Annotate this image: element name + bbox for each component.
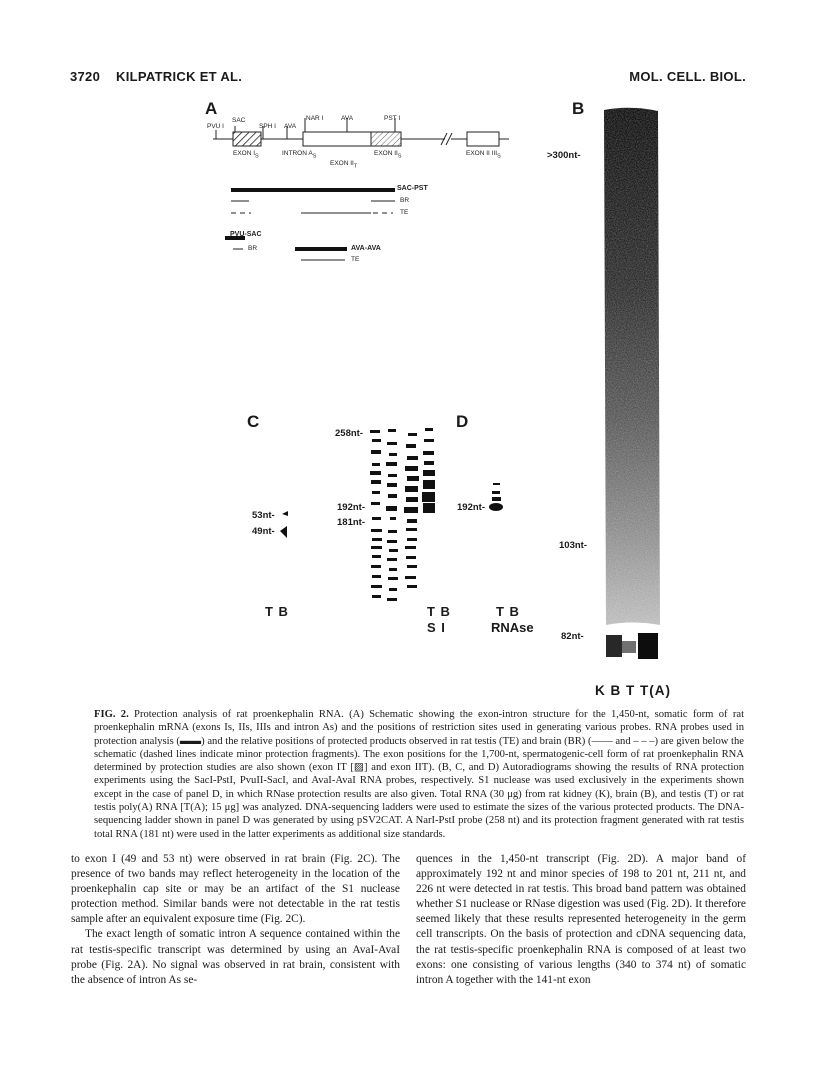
panel-d-bands — [486, 480, 508, 516]
left-paragraph-2: The exact length of somatic intron A sequence contained within the rat testis-specific transcript was determined by using an AvaI-AvaI probe (Fig. 2A). No signal was observed in rat brain, consistent with the absence of intron As se- — [71, 928, 400, 986]
right-paragraph-1: quences in the 1,450-nt transcript (Fig. 2D). A major band of approximately 192 nt and minor species of 198 to 201 nt, 211 nt, and 226 nt were detected in rat testis. This broad band pattern was obtained whether S1 nuclease or RNase digestion was used (Fig. 2D). It therefore seemed likely that these results represented heterogeneity in the germ cell transcripts. On the basis of protection and cDNA sequencing data, the rat testis-specific proenkephalin RNA is composed of at least two exons: one consisting of various lengths (340 to 374 nt) of somatic intron A together with the 141-nt exon — [416, 853, 746, 986]
panel-b-marker-300: >300nt- — [547, 150, 581, 161]
left-paragraph-1: to exon I (49 and 53 nt) were observed in rat brain (Fig. 2C). The presence of two bands may reflect heterogeneity in the location of the proenkephalin cap site or may be an artifact of the S1 nuclease protection method. Similar bands were not detectable in the rat testis sample after an equivalent exposure time (Fig. 2C). — [71, 853, 400, 926]
site-ava-1: AVA — [284, 123, 297, 130]
exon-iit-label: EXON $II_T$ — [330, 160, 358, 170]
probe-sac-pst-br: BR — [400, 197, 410, 204]
exon-iiis-label: EXON II $III_S$ — [466, 150, 501, 160]
page-number: 3720 — [70, 69, 101, 84]
ladder-gel — [368, 425, 442, 605]
intron-as-label: INTRON $A_S$ — [282, 150, 317, 160]
site-sac: SAC — [232, 117, 246, 124]
site-pvu: PVU I — [207, 123, 224, 130]
panel-a-label: A — [205, 99, 218, 118]
body-right-column — [416, 852, 746, 988]
panel-d-marker-192: 192nt- — [457, 502, 485, 513]
probe-sac-pst-te: TE — [400, 209, 409, 216]
caption-label: FIG. 2. — [94, 709, 129, 720]
site-pst: PST I — [384, 115, 401, 122]
probe-ava-ava-te: TE — [351, 256, 360, 263]
panel-b-marker-103: 103nt- — [559, 540, 587, 551]
journal-name: MOL. CELL. BIOL. — [629, 69, 746, 84]
panel-c-lanes: T B — [265, 604, 289, 619]
site-sph: SPH I — [259, 123, 276, 130]
site-nar: NAR I — [306, 115, 324, 122]
ladder-marker-258: 258nt- — [335, 428, 363, 439]
site-ava-2: AVA — [341, 115, 354, 122]
probe-pvu-sac-br: BR — [248, 245, 258, 252]
caption-title: Protection analysis of rat proenkephalin RNA. — [134, 709, 344, 720]
ladder-marker-192: 192nt- — [337, 502, 365, 513]
figure-caption — [94, 708, 744, 841]
panel-b-marker-82: 82nt- — [561, 631, 584, 642]
ladder-method: S I — [427, 620, 446, 635]
panel-c-marker-49: 49nt- — [252, 526, 275, 537]
panel-c-bands — [278, 505, 298, 545]
body-left-column — [71, 852, 400, 988]
panel-d-label: D — [456, 412, 469, 431]
probe-pvu-sac: PVU-SAC — [230, 231, 262, 238]
exon-is-label: EXON $I_S$ — [233, 150, 259, 160]
panel-b-autoradiogram — [592, 105, 670, 675]
panel-b-lanes: K B T T(A) — [595, 683, 671, 698]
probe-ava-ava: AVA-AVA — [351, 245, 381, 252]
ladder-marker-181: 181nt- — [337, 517, 365, 528]
exon-iis-label: EXON $II_S$ — [374, 150, 402, 160]
panel-d-lanes: T B — [496, 604, 520, 619]
panel-c-label: C — [247, 412, 260, 431]
running-authors: KILPATRICK ET AL. — [116, 69, 243, 84]
panel-d-method: RNAse — [491, 620, 534, 635]
panel-c-marker-53: 53nt- — [252, 510, 275, 521]
probe-sac-pst: SAC-PST — [397, 185, 428, 192]
panel-b-label: B — [572, 99, 585, 118]
caption-text: (A) Schematic showing the exon-intron structure for the 1,450-nt, somatic form of rat proenkephalin mRNA (exons Is, IIs, IIIs and intron As) and the positions of restriction sites used in generating various probes. RNA probes used in protection analysis (▬▬) and the relative positions of protected products observed in rat testis (TE) and brain (BR) (—— and – – –) are given below the schematic (dashed lines indicate minor protection fragments). The exon positions for the 1,700-nt, spermatogenic-cell form of rat proenkephalin RNA determined by protection studies are also shown (exon IT [▨] and exon IIT). (B, C, and D) Autoradiograms showing the results of RNA protection experiments using the SacI-PstI, PvuII-SacI, and AvaI-AvaI RNA probes, respectively. S1 nuclease was used exclusively in the experiments shown except in the case of panel D, in which RNase protection results are also given. Total RNA (30 μg) from rat kidney (K), brain (B), and testis (T) or rat testis poly(A) RNA [T(A); 15 μg] was analyzed. DNA-sequencing ladders were used to estimate the sizes of the various protected products. The DNA-sequencing ladder shown in panel D was generated by using pSV2CAT. A NarI-PstI probe (258 nt) and its protection fragment generated with rat testis total RNA (181 nt) were used in the latter experiments as additional size standards. — [94, 709, 745, 840]
ladder-lanes: T B — [427, 604, 451, 619]
